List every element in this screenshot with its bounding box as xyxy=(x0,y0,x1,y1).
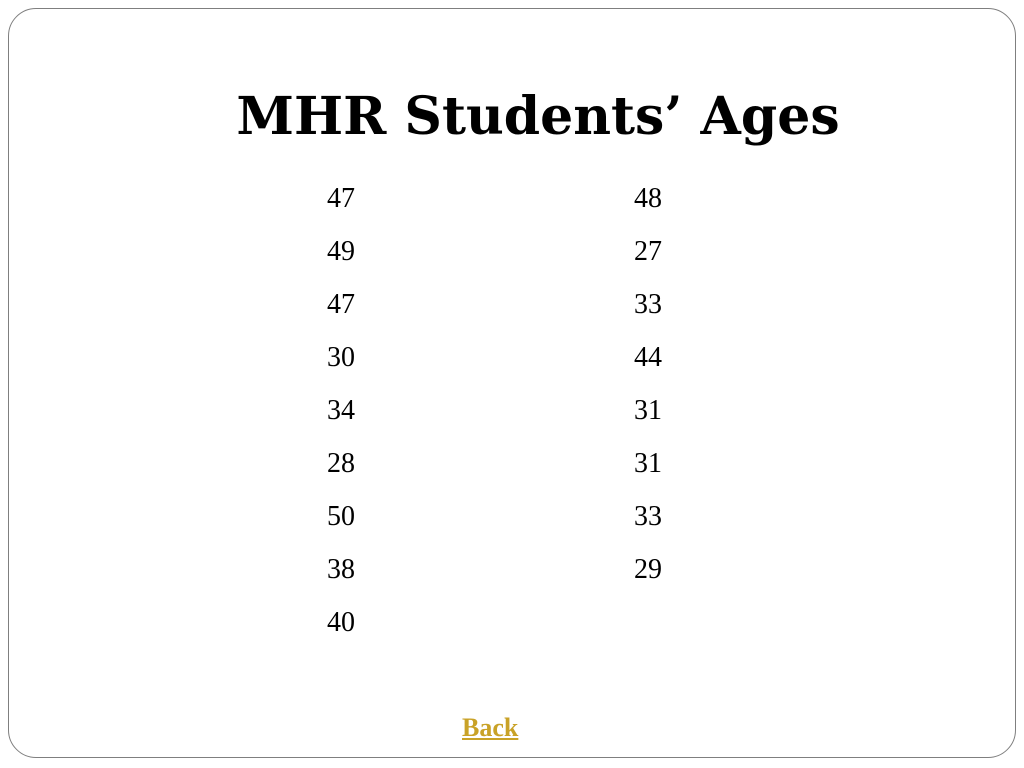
ages-column-right xyxy=(634,183,662,607)
age-value: 34 xyxy=(327,395,355,426)
age-value: 38 xyxy=(327,554,355,585)
age-value: 40 xyxy=(327,607,355,638)
age-value: 31 xyxy=(634,395,662,426)
age-value: 49 xyxy=(327,236,355,267)
age-value: 48 xyxy=(634,183,662,214)
age-value: 47 xyxy=(327,289,355,320)
age-value: 33 xyxy=(634,289,662,320)
age-value: 30 xyxy=(327,342,355,373)
age-value: 33 xyxy=(634,501,662,532)
age-value: 31 xyxy=(634,448,662,479)
age-value: 27 xyxy=(634,236,662,267)
age-value: 47 xyxy=(327,183,355,214)
age-value: 44 xyxy=(634,342,662,373)
back-link[interactable]: Back xyxy=(462,713,519,742)
ages-column-left xyxy=(327,183,355,660)
age-value: 50 xyxy=(327,501,355,532)
age-value: 28 xyxy=(327,448,355,479)
slide-frame xyxy=(8,8,1016,758)
age-value: 29 xyxy=(634,554,662,585)
slide-title: MHR Students’ Ages xyxy=(236,86,840,147)
